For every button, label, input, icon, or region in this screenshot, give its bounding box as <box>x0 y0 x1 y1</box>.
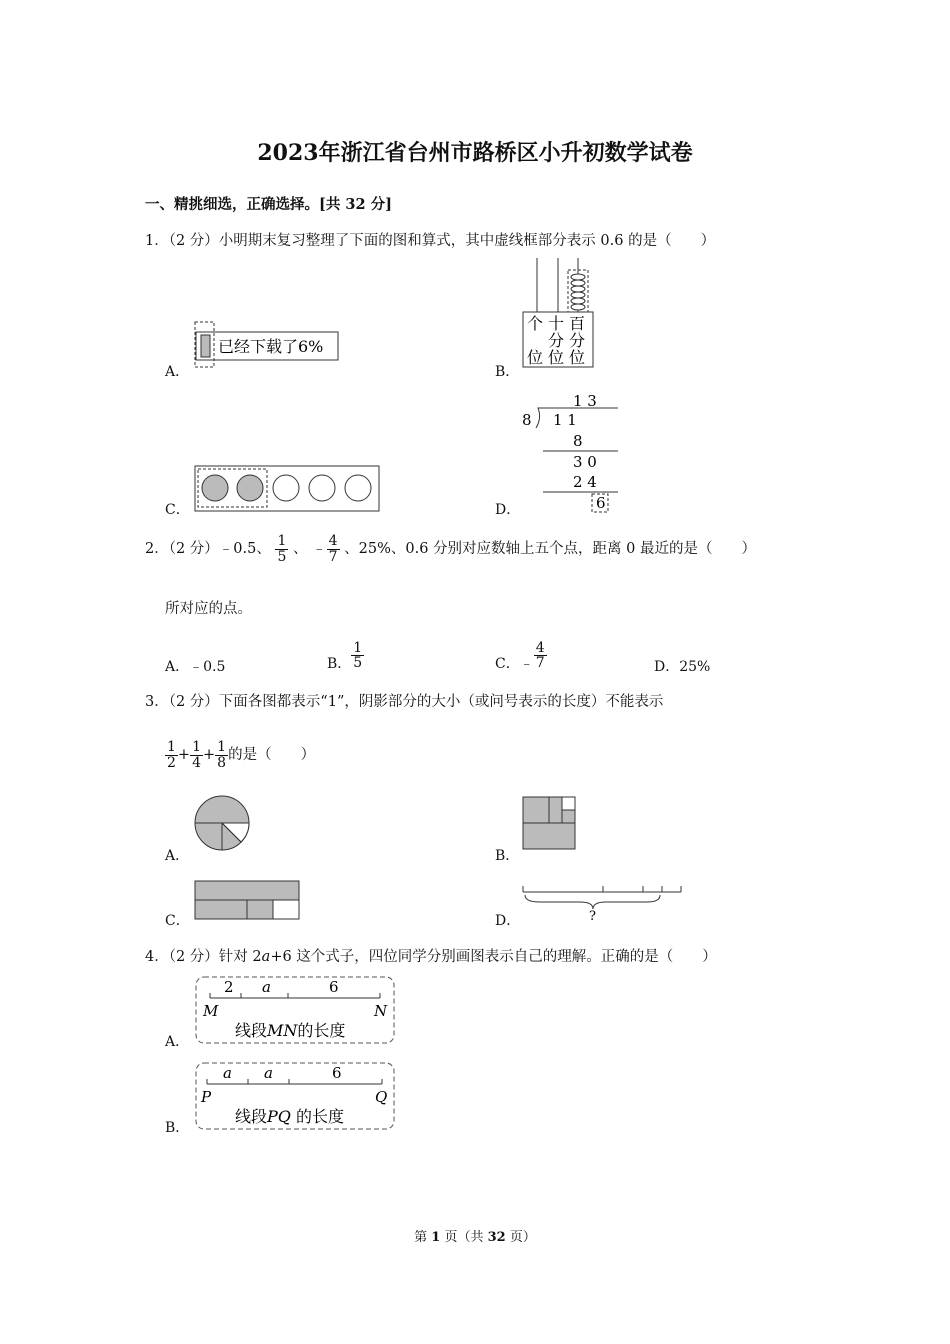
svg-text:a: a <box>262 978 271 996</box>
svg-text:6: 6 <box>596 494 606 512</box>
page-footer: 第 1 页（共 32 页） <box>414 1230 536 1245</box>
question-2-line2: 所对应的点。 <box>165 601 252 617</box>
svg-text:6: 6 <box>332 1064 342 1082</box>
svg-text:2 4: 2 4 <box>573 473 597 491</box>
q2-option-d: D．25% <box>654 659 711 675</box>
svg-text:个: 个 <box>527 314 544 333</box>
question-3-expression: $\frac{1}{2}$ + $\frac{1}{4}$ + $\frac{1}{8}$ 的是（ ） <box>167 739 316 771</box>
q1-option-c-circles <box>190 462 385 514</box>
q2-option-b: B． $\frac{1}{5}$ <box>327 639 363 672</box>
q3-option-c-label: C． <box>165 913 190 929</box>
question-3-stem: 3．（2 分）下面各图都表示“1”，阴影部分的大小（或问号表示的长度）不能表示 <box>145 694 664 710</box>
q3-option-d-label: D． <box>495 913 521 929</box>
q4-option-b-figure <box>193 1061 398 1132</box>
svg-text:N: N <box>374 1002 388 1020</box>
svg-text:1 1: 1 1 <box>553 411 577 429</box>
question-1-stem: 1．（2 分）小明期末复习整理了下面的图和算式，其中虚线框部分表示 0.6 的是（ ） <box>145 233 716 249</box>
svg-text:a: a <box>223 1064 232 1082</box>
q4-option-a-figure <box>193 975 398 1046</box>
q4-option-b-label: B． <box>165 1120 190 1136</box>
q1-option-b-label: B． <box>495 364 520 380</box>
q1-a-download-text: 已经下载了6% <box>218 337 324 356</box>
svg-text:位: 位 <box>527 348 544 367</box>
q1-option-a-label: A． <box>165 364 190 380</box>
svg-text:M: M <box>203 1002 219 1020</box>
svg-text:分: 分 <box>548 331 565 350</box>
svg-text:a: a <box>264 1064 273 1082</box>
q2-option-a: A．﹣0.5 <box>165 659 226 675</box>
q2-fraction-four-sevenths: $\frac{4}{7}$ <box>328 533 338 565</box>
svg-text:位: 位 <box>548 348 565 367</box>
q1-option-c-label: C． <box>165 502 190 518</box>
q3-option-c-bars <box>192 878 304 924</box>
svg-text:P: P <box>201 1088 212 1106</box>
svg-text:6: 6 <box>329 978 339 996</box>
svg-text:1 3: 1 3 <box>573 392 597 410</box>
svg-text:百: 百 <box>569 314 586 333</box>
q3-option-b-square <box>520 794 580 854</box>
svg-text:2: 2 <box>224 978 234 996</box>
svg-text:十: 十 <box>548 314 565 333</box>
q2-option-c: C．﹣ $\frac{4}{7}$ <box>495 639 545 672</box>
svg-text:3 0: 3 0 <box>573 453 597 471</box>
section-heading: 一、精挑细选，正确选择。[共 32 分] <box>145 196 392 213</box>
q1-option-b-abacus <box>520 256 620 370</box>
q1-option-a-figure <box>190 318 345 370</box>
svg-text:?: ? <box>589 909 596 924</box>
q2-fraction-one-fifth: $\frac{1}{5}$ <box>277 533 287 565</box>
svg-text:线段MN的长度: 线段MN的长度 <box>235 1021 346 1040</box>
svg-text:8: 8 <box>573 432 583 450</box>
svg-text:线段PQ 的长度: 线段PQ 的长度 <box>235 1107 344 1126</box>
q3-option-a-pie <box>192 793 254 855</box>
q1-option-d-label: D． <box>495 502 521 518</box>
question-2-stem: 2．（2 分）﹣0.5、 $\frac{1}{5}$ 、 ﹣ $\frac{4}{7}$ 、25%、0.6 分别对应数轴上五个点，距离 0 最近的是（ ） <box>145 533 756 565</box>
svg-text:位: 位 <box>569 348 586 367</box>
q3-option-d-segment <box>520 880 685 926</box>
q1-option-d-long-division <box>518 390 628 515</box>
q4-option-a-label: A． <box>165 1034 190 1050</box>
svg-text:分: 分 <box>569 331 586 350</box>
svg-text:Q: Q <box>375 1088 388 1106</box>
svg-text:8: 8 <box>522 411 532 429</box>
q3-option-b-label: B． <box>495 848 520 864</box>
q3-option-a-label: A． <box>165 848 190 864</box>
question-4-stem: 4．（2 分）针对 2a+6 这个式子，四位同学分别画图表示自己的理解。正确的是（ ） <box>145 949 717 965</box>
page-title: 2023年浙江省台州市路桥区小升初数学试卷 <box>257 140 693 166</box>
